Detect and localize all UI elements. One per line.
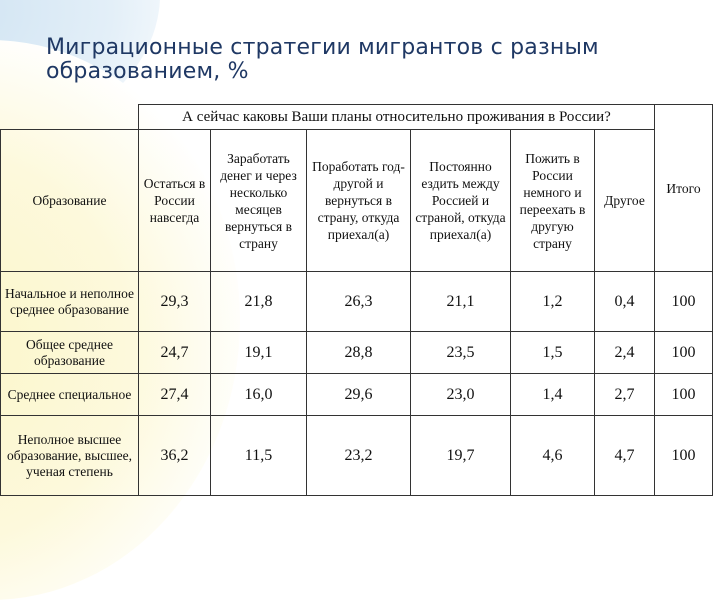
cell-value: 1,4 [511, 374, 595, 416]
cell-value: 24,7 [139, 332, 211, 374]
col-header-commute: Постоянно ездить между Россией и страной, откуда приехал(а) [411, 130, 511, 272]
cell-value: 21,1 [411, 272, 511, 332]
table-row [1, 416, 713, 496]
table-row [1, 332, 713, 374]
table-row [1, 272, 713, 332]
cell-value: 19,7 [411, 416, 511, 496]
row-label: Начальное и неполное среднее образование [1, 272, 139, 332]
col-header-stay: Остаться в России навсегда [139, 130, 211, 272]
cell-value: 27,4 [139, 374, 211, 416]
cell-value: 23,2 [307, 416, 411, 496]
slide-title-line-1: Миграционные стратегии мигрантов с разным [46, 35, 599, 60]
cell-value: 100 [655, 272, 713, 332]
cell-value: 2,4 [595, 332, 655, 374]
cell-value: 2,7 [595, 374, 655, 416]
slide-title-line-2: образованием, % [46, 59, 249, 84]
migration-strategy-table [0, 104, 713, 496]
row-label: Среднее специальное [1, 374, 139, 416]
cell-value: 28,8 [307, 332, 411, 374]
cell-value: 11,5 [211, 416, 307, 496]
row-header-education: Образование [1, 130, 139, 272]
col-header-work: Поработать год-другой и вернуться в страну, откуда приехал(а) [307, 130, 411, 272]
cell-value: 4,7 [595, 416, 655, 496]
col-header-earn: Заработать денег и через несколько месяцев вернуться в страну [211, 130, 307, 272]
cell-value: 26,3 [307, 272, 411, 332]
cell-value: 36,2 [139, 416, 211, 496]
cell-value: 4,6 [511, 416, 595, 496]
cell-value: 23,5 [411, 332, 511, 374]
cell-value: 1,5 [511, 332, 595, 374]
cell-value: 0,4 [595, 272, 655, 332]
cell-value: 29,3 [139, 272, 211, 332]
row-label: Общее среднее образование [1, 332, 139, 374]
table-row [1, 374, 713, 416]
cell-value: 19,1 [211, 332, 307, 374]
question-header: А сейчас каковы Ваши планы относительно проживания в России? [139, 105, 655, 130]
cell-value: 16,0 [211, 374, 307, 416]
col-header-move: Пожить в России немного и переехать в другую страну [511, 130, 595, 272]
table-corner-spacer [1, 105, 139, 130]
row-label: Неполное высшее образование, высшее, ученая степень [1, 416, 139, 496]
cell-value: 100 [655, 416, 713, 496]
col-header-other: Другое [595, 130, 655, 272]
cell-value: 1,2 [511, 272, 595, 332]
slide-title [46, 36, 706, 84]
cell-value: 23,0 [411, 374, 511, 416]
col-header-total: Итого [655, 105, 713, 272]
cell-value: 100 [655, 332, 713, 374]
cell-value: 100 [655, 374, 713, 416]
cell-value: 29,6 [307, 374, 411, 416]
cell-value: 21,8 [211, 272, 307, 332]
